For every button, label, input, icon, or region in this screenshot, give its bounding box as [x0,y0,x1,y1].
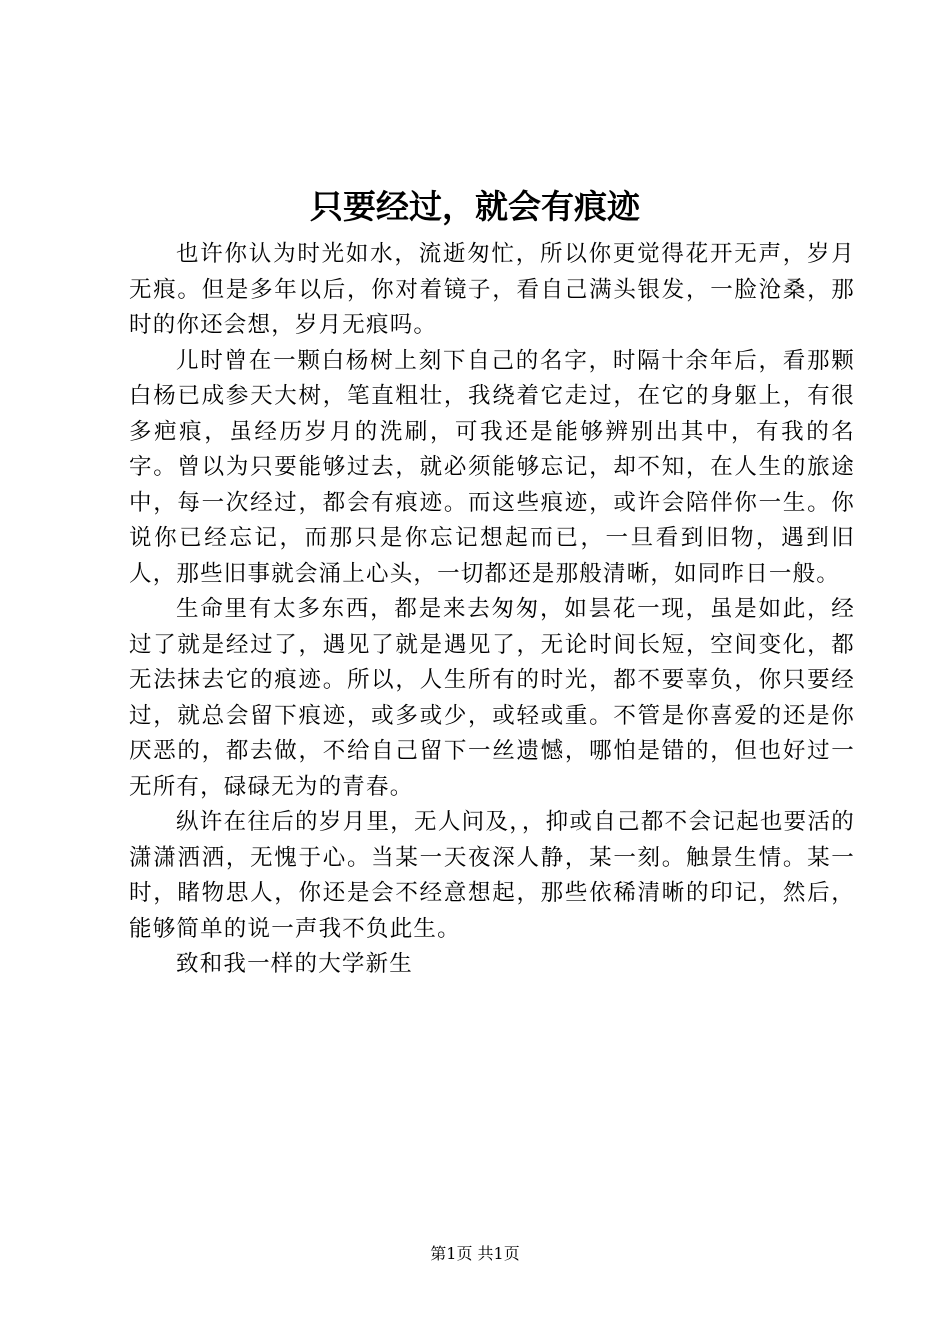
page-footer: 第1页 共1页 [430,1244,520,1263]
paragraph-2: 儿时曾在一颗白杨树上刻下自己的名字，时隔十余年后，看那颗白杨已成参天大树，笔直粗壮，我绕着它走过，在它的身躯上，有很多疤痕，虽经历岁月的洗刷，可我还是能够辨别出其中，有我的名字。曾以为只要能够过去，就必须能够忘记，却不知，在人生的旅途中，每一次经过，都会有痕迹。而这些痕迹，或许会陪伴你一生。你说你已经忘记，而那只是你忘记想起而已，一旦看到旧物，遇到旧人，那些旧事就会涌上心头，一切都还是那般清晰，如同昨日一般。 [129,347,855,587]
document-body [129,237,855,983]
paragraph-5: 致和我一样的大学新生 [176,951,414,977]
paragraph-4: 纵许在往后的岁月里，无人问及，，抑或自己都不会记起也要活的潇潇洒洒，无愧于心。当某一天夜深人静，某一刻。触景生情。某一时，睹物思人，你还是会不经意想起，那些依稀清晰的印记，然后，能够简单的说一声我不负此生。 [129,809,855,942]
paragraph-1: 也许你认为时光如水，流逝匆忙，所以你更觉得花开无声，岁月无痕。但是多年以后，你对着镜子，看自己满头银发，一脸沧桑，那时的你还会想，岁月无痕吗。 [129,241,855,338]
document-title: 只要经过，就会有痕迹 [310,187,640,226]
paragraph-3: 生命里有太多东西，都是来去匆匆，如昙花一现，虽是如此，经过了就是经过了，遇见了就是遇见了，无论时间长短，空间变化，都无法抹去它的痕迹。所以，人生所有的时光，都不要辜负，你只要经过，就总会留下痕迹，或多或少，或轻或重。不管是你喜爱的还是你厌恶的，都去做，不给自己留下一丝遗憾，哪怕是错的，但也好过一无所有，碌碌无为的青春。 [129,596,855,800]
